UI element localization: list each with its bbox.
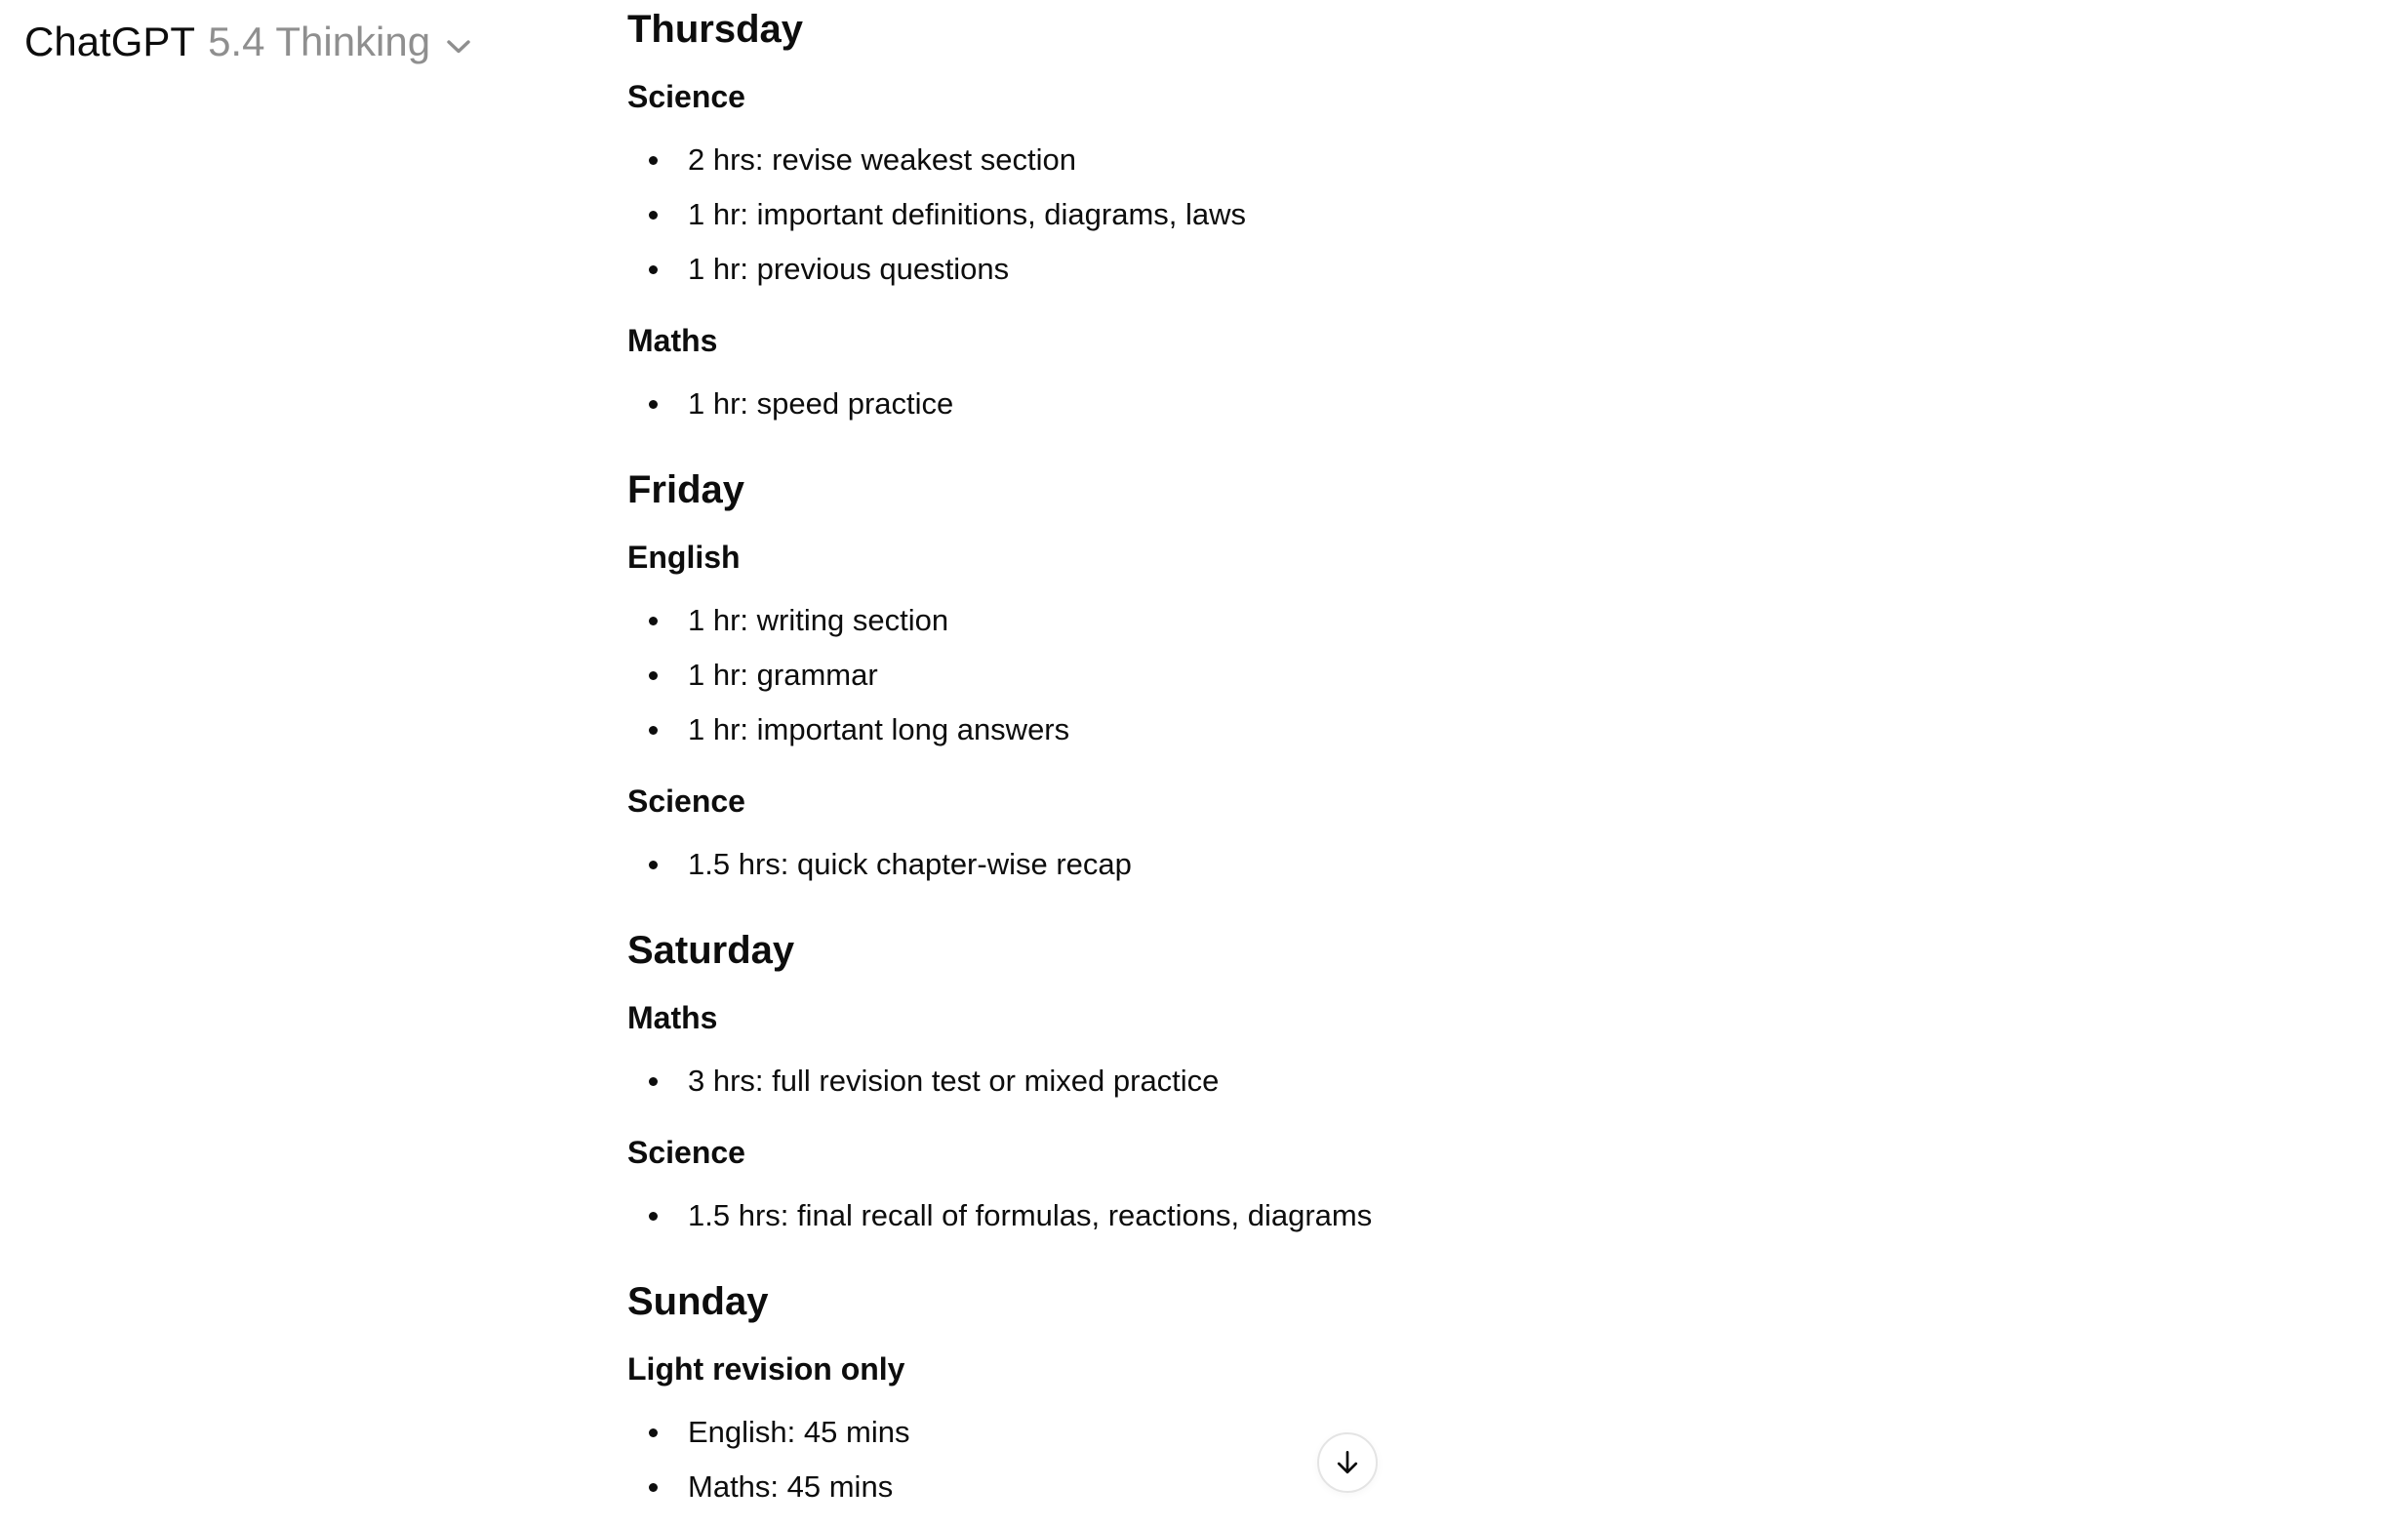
subject-heading: Science (627, 79, 745, 114)
task-list (627, 133, 2081, 297)
task-list (627, 1054, 2081, 1108)
subject-heading: Maths (627, 323, 718, 358)
assistant-message (627, 0, 2081, 1522)
task-item: 1 hr: writing section (688, 593, 2081, 648)
task-item: 1 hr: previous questions (688, 242, 2081, 297)
task-list (627, 377, 2081, 431)
task-list (627, 837, 2081, 892)
task-item: 1.5 hrs: quick chapter-wise recap (688, 837, 2081, 892)
scroll-to-bottom-button[interactable] (1317, 1432, 1378, 1493)
task-list (627, 593, 2081, 757)
day-heading: Saturday (627, 929, 795, 972)
model-version-label: 5.4 Thinking (208, 19, 431, 64)
day-heading: Sunday (627, 1280, 769, 1323)
task-item: 1 hr: important long answers (688, 703, 2081, 757)
model-switcher[interactable] (24, 15, 471, 69)
arrow-down-icon (1331, 1446, 1364, 1479)
subject-heading: Science (627, 784, 745, 819)
chevron-down-icon (446, 39, 471, 55)
day-heading: Thursday (627, 8, 804, 51)
task-list (627, 1188, 2081, 1243)
task-item: 1.5 hrs: final recall of formulas, reactions, diagrams (688, 1188, 2081, 1243)
task-item: Maths: 45 mins (688, 1460, 2081, 1514)
task-item: 1 hr: grammar (688, 648, 2081, 703)
subject-heading: Maths (627, 1000, 718, 1035)
task-item: English: 45 mins (688, 1405, 2081, 1460)
day-heading: Friday (627, 468, 745, 511)
task-item: 1 hr: important definitions, diagrams, laws (688, 187, 2081, 242)
subject-heading: English (627, 540, 741, 575)
task-item: 1 hr: speed practice (688, 377, 2081, 431)
brand-label: ChatGPT (24, 19, 196, 64)
subject-heading: Science (627, 1135, 745, 1170)
task-item: 2 hrs: revise weakest section (688, 133, 2081, 187)
subject-heading: Light revision only (627, 1351, 905, 1387)
task-item: 3 hrs: full revision test or mixed practice (688, 1054, 2081, 1108)
